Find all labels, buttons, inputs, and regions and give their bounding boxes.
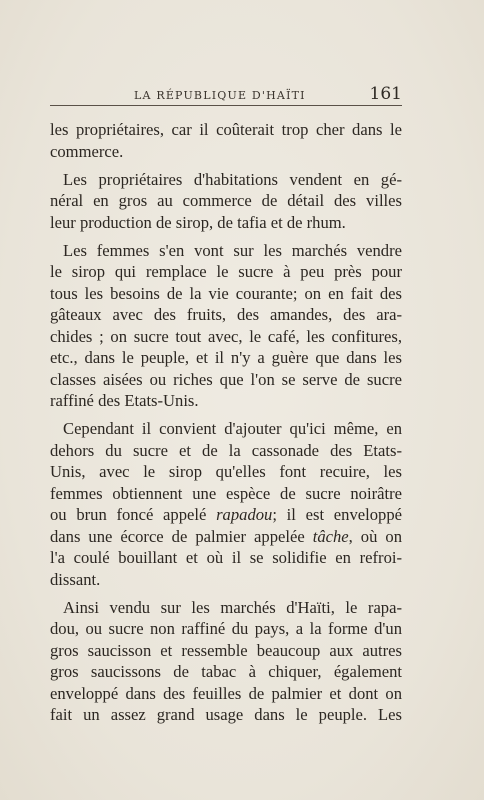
text-line: chides ; on sucre tout avec, le café, les confitures, bbox=[50, 326, 402, 346]
page-header bbox=[50, 84, 402, 106]
text-line: raffiné des Etats-Unis. bbox=[50, 391, 199, 410]
text-line: gros saucisson et ressemble beaucoup aux autres bbox=[50, 640, 402, 660]
text-line: les propriétaires, car il coûterait trop cher dans le bbox=[50, 120, 402, 139]
text-line: etc., dans le peuple, et il n'y a guère que dans les bbox=[50, 348, 402, 367]
header-rule bbox=[50, 105, 402, 106]
text-line: tous les besoins de la vie courante; on en fait des bbox=[50, 283, 402, 303]
text-line: néral en gros au commerce de détail des villes bbox=[50, 191, 402, 210]
text-line: femmes obtiennent une espèce de sucre noirâtre bbox=[50, 483, 402, 503]
text-line: fait un assez grand usage dans le peuple. Les bbox=[50, 705, 402, 724]
running-title: LA RÉPUBLIQUE D'HAÏTI bbox=[134, 89, 306, 102]
text-line: ou brun foncé appelé rapadou; il est enveloppé bbox=[50, 505, 402, 524]
text-line: gâteaux avec des fruits, des amandes, des ara- bbox=[50, 305, 402, 324]
text-line: le sirop qui remplace le sucre à peu près pour bbox=[50, 262, 402, 281]
text-line: classes aisées ou riches que l'on se serve de sucre bbox=[50, 369, 402, 389]
text-line: leur production de sirop, de tafia et de rhum. bbox=[50, 212, 346, 232]
paragraph bbox=[50, 169, 402, 234]
text-line: Les femmes s'en vont sur les marchés vendre bbox=[63, 240, 402, 260]
text-line: Cependant il convient d'ajouter qu'ici même, en bbox=[63, 419, 402, 438]
text-line: Unis, avec le sirop qu'elles font recuire, les bbox=[50, 462, 402, 481]
paragraph bbox=[50, 418, 402, 590]
body-text bbox=[50, 119, 402, 732]
text-line: dans une écorce de palmier appelée tâche, où on bbox=[50, 526, 402, 546]
text-line: dou, ou sucre non raffiné du pays, a la forme d'un bbox=[50, 619, 402, 638]
text-line: dissant. bbox=[50, 569, 101, 589]
text-line: commerce. bbox=[50, 141, 124, 161]
paragraph bbox=[50, 597, 402, 726]
text-line: enveloppé dans des feuilles de palmier et dont on bbox=[50, 683, 402, 703]
text-line: Ainsi vendu sur les marchés d'Haïti, le rapa- bbox=[63, 597, 402, 617]
paragraph bbox=[50, 240, 402, 412]
page-number: 161 bbox=[369, 84, 402, 104]
text-line: gros saucissons de tabac à chiquer, également bbox=[50, 662, 402, 681]
text-line: l'a coulé bouillant et où il se solidifie en refroi- bbox=[50, 548, 402, 567]
text-line: Les propriétaires d'habitations vendent en gé- bbox=[63, 169, 402, 189]
text-line: dehors du sucre et de la cassonade des Etats- bbox=[50, 440, 402, 460]
paragraph bbox=[50, 119, 402, 162]
